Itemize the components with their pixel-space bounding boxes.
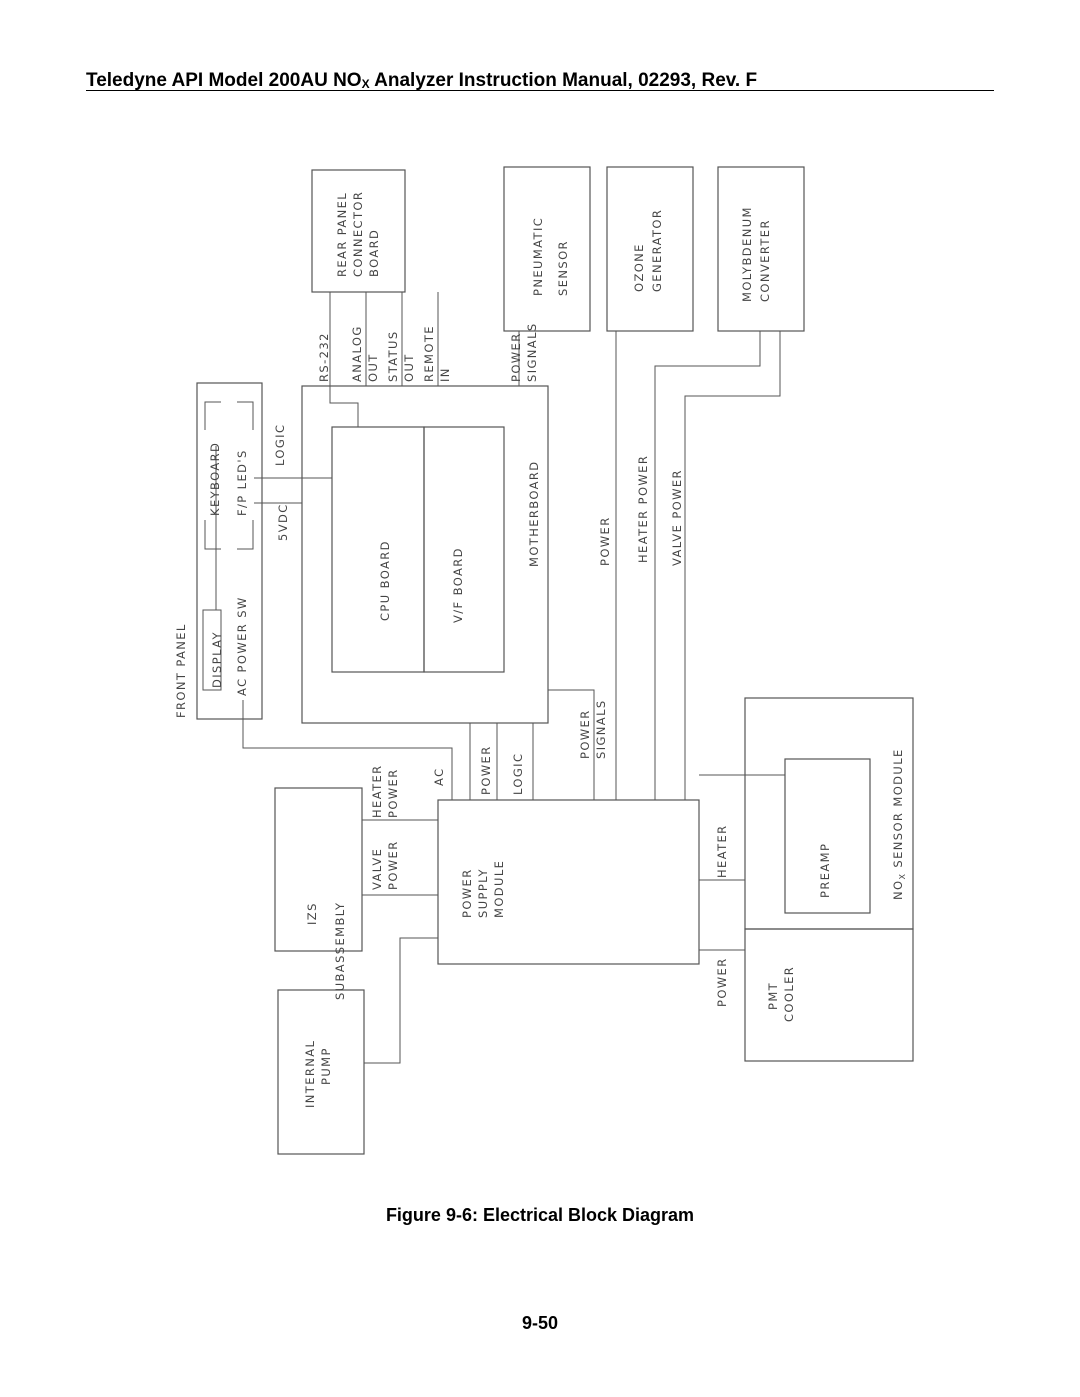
- ac-label: AC: [432, 767, 446, 786]
- front-panel-label: FRONT PANEL: [174, 623, 188, 718]
- vf-board-label: V/F BOARD: [451, 547, 465, 623]
- valve-power-mid-label: VALVE POWER: [670, 469, 684, 566]
- pneumatic-sensor-box: [504, 167, 590, 331]
- svg-text:REAR PANEL: REAR PANEL: [335, 191, 349, 277]
- heater-label: HEATER: [715, 824, 729, 878]
- svg-text:OZONE: OZONE: [632, 243, 646, 292]
- svg-text:PMT: PMT: [766, 981, 780, 1010]
- svg-text:IN: IN: [438, 367, 452, 382]
- svg-text:HEATER: HEATER: [370, 764, 384, 818]
- cpu-board-label: CPU BOARD: [378, 540, 392, 621]
- svg-text:STATUS: STATUS: [386, 330, 400, 382]
- rs232-label: RS-232: [317, 332, 331, 382]
- svg-text:SUBASSEMBLY: SUBASSEMBLY: [333, 901, 347, 1000]
- status-out-label: [386, 330, 416, 382]
- power-signals-bottom-label: [578, 699, 608, 759]
- svg-text:POWER: POWER: [578, 709, 592, 759]
- svg-text:REMOTE: REMOTE: [422, 325, 436, 382]
- svg-text:CONNECTOR: CONNECTOR: [351, 190, 365, 277]
- power-mid-label: POWER: [598, 516, 612, 566]
- svg-text:GENERATOR: GENERATOR: [650, 208, 664, 292]
- page-number: 9-50: [521, 1313, 559, 1333]
- svg-text:VALVE: VALVE: [370, 847, 384, 890]
- rear-panel-label: [335, 191, 381, 277]
- pmt-cooler-label: [766, 966, 796, 1022]
- svg-text:POWER: POWER: [509, 332, 523, 382]
- svg-text:POWER: POWER: [386, 840, 400, 890]
- svg-text:PNEUMATIC: PNEUMATIC: [531, 216, 545, 296]
- power-ps-label: POWER: [479, 745, 493, 795]
- svg-text:BOARD: BOARD: [367, 228, 381, 277]
- svg-text:ANALOG: ANALOG: [350, 325, 364, 382]
- analog-out-label: [350, 325, 380, 382]
- power-supply-module-label: [460, 860, 506, 918]
- ac-power-sw-label: AC POWER SW: [235, 596, 249, 696]
- nox-sensor-module-label: $NO_X$ SENSOR MODULE: [891, 748, 907, 900]
- logic-ps-label: LOGIC: [511, 752, 525, 795]
- keyboard-label: KEYBOARD: [208, 441, 222, 516]
- svg-text:COOLER: COOLER: [782, 965, 796, 1022]
- svg-text:POWER: POWER: [386, 768, 400, 818]
- svg-text:SENSOR: SENSOR: [556, 240, 570, 296]
- svg-text:IZS: IZS: [305, 902, 319, 925]
- page-header: Teledyne API Model 200AU $NO_X$ Analyzer Instruction Manual, 02293, Rev. F: [86, 70, 758, 91]
- internal-pump-label: [303, 1040, 333, 1108]
- svg-text:OUT: OUT: [402, 353, 416, 382]
- valve-power-izs-label: [370, 840, 400, 890]
- display-label: DISPLAY: [210, 631, 224, 688]
- molybdenum-converter-label: [740, 206, 772, 302]
- heater-power-mid-label: HEATER POWER: [636, 454, 650, 563]
- remote-in-label: [422, 325, 452, 382]
- svg-text:INTERNAL: INTERNAL: [303, 1039, 317, 1108]
- front-panel-box: [197, 383, 262, 719]
- svg-text:SIGNALS: SIGNALS: [594, 699, 608, 759]
- figure-caption: Figure 9-6: Electrical Block Diagram: [385, 1205, 695, 1225]
- svg-text:PUMP: PUMP: [319, 1047, 333, 1085]
- preamp-label: PREAMP: [818, 842, 832, 898]
- fp-leds-label: F/P LED'S: [235, 449, 249, 516]
- izs-subassembly-box: [275, 788, 362, 951]
- svg-text:SUPPLY: SUPPLY: [476, 868, 490, 918]
- svg-text:MODULE: MODULE: [492, 859, 506, 918]
- svg-text:SIGNALS: SIGNALS: [525, 322, 539, 382]
- svg-text:MOLYBDENUM: MOLYBDENUM: [740, 206, 754, 302]
- svg-text:OUT: OUT: [366, 353, 380, 382]
- svg-text:POWER: POWER: [460, 868, 474, 918]
- motherboard-label: MOTHERBOARD: [527, 460, 541, 567]
- 5vdc-label: 5VDC: [276, 503, 290, 541]
- logic-top-label: LOGIC: [273, 423, 287, 466]
- pneumatic-sensor-label: [531, 217, 570, 296]
- ozone-generator-label: [632, 209, 664, 292]
- svg-text:CONVERTER: CONVERTER: [758, 219, 772, 302]
- power-pmt-label: POWER: [715, 957, 729, 1007]
- heater-power-izs-label: [370, 764, 400, 818]
